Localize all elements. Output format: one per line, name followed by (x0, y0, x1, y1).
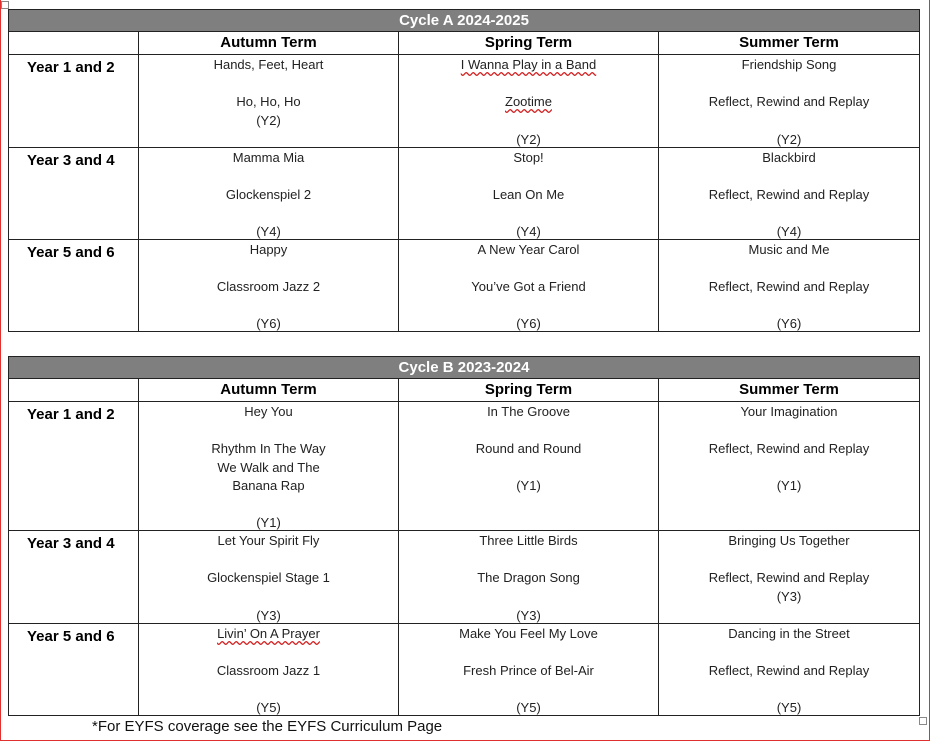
year-tag: (Y2) (516, 132, 541, 147)
header-summer: Summer Term (659, 379, 920, 402)
year-label: Year 3 and 4 (9, 531, 139, 624)
header-spring: Spring Term (399, 379, 659, 402)
unit-title: Let Your Spirit Fly (217, 533, 320, 548)
term-cell[interactable] (139, 531, 399, 624)
year-tag: (Y6) (776, 316, 802, 331)
unit-title: Mamma Mia (232, 150, 305, 165)
year-tag: (Y4) (516, 224, 541, 239)
table-row (9, 148, 920, 240)
unit-title: Ho, Ho, Ho (236, 94, 301, 109)
header-spring: Spring Term (399, 32, 659, 55)
unit-title: Hands, Feet, Heart (213, 57, 324, 72)
unit-title: The Dragon Song (477, 570, 580, 585)
header-blank (9, 379, 139, 402)
year-tag: (Y4) (776, 224, 802, 239)
unit-title: Livin’ On A Prayer (217, 626, 320, 641)
year-label: Year 1 and 2 (9, 402, 139, 531)
table-row (9, 402, 920, 531)
term-cell[interactable] (399, 148, 659, 240)
unit-title: Make You Feel My Love (459, 626, 598, 641)
term-cell[interactable] (659, 148, 920, 240)
unit-title: Your Imagination (740, 404, 838, 419)
unit-title: Stop! (513, 150, 544, 165)
unit-title: Dancing in the Street (728, 626, 850, 641)
term-cell[interactable] (399, 624, 659, 716)
year-label: Year 3 and 4 (9, 148, 139, 240)
table-row (9, 240, 920, 332)
unit-title: Reflect, Rewind and Replay (708, 441, 870, 456)
unit-title: Blackbird (762, 150, 816, 165)
unit-title: Banana Rap (232, 478, 305, 493)
unit-title: Classroom Jazz 1 (216, 663, 321, 678)
year-tag: (Y5) (516, 700, 541, 715)
term-cell[interactable] (139, 55, 399, 148)
header-autumn: Autumn Term (139, 379, 399, 402)
term-cell[interactable] (659, 624, 920, 716)
unit-title: Three Little Birds (479, 533, 578, 548)
unit-title: Reflect, Rewind and Replay (708, 279, 870, 294)
year-tag: (Y2) (776, 132, 802, 147)
corner-handle[interactable] (1, 1, 9, 9)
unit-title: Lean On Me (492, 187, 565, 202)
table-row (9, 624, 920, 716)
year-label: Year 5 and 6 (9, 240, 139, 332)
cycle-a-table (8, 9, 920, 332)
year-tag: (Y3) (776, 588, 802, 604)
year-tag: (Y1) (256, 515, 281, 530)
unit-title: Glockenspiel Stage 1 (207, 570, 330, 585)
term-cell[interactable] (659, 531, 920, 624)
unit-title: Round and Round (475, 441, 582, 456)
year-tag: (Y5) (776, 700, 802, 715)
unit-title: Fresh Prince of Bel-Air (463, 663, 594, 678)
table-row (9, 531, 920, 624)
term-cell[interactable] (399, 55, 659, 148)
term-cell[interactable] (139, 624, 399, 716)
unit-title: You’ve Got a Friend (471, 279, 586, 294)
header-summer: Summer Term (659, 32, 920, 55)
term-cell[interactable] (659, 240, 920, 332)
unit-title: Happy (249, 242, 288, 257)
term-cell[interactable] (399, 531, 659, 624)
unit-title: Hey You (244, 404, 293, 419)
unit-title: We Walk and The (217, 459, 320, 475)
unit-title: Bringing Us Together (728, 533, 850, 548)
unit-title: Rhythm In The Way (211, 441, 326, 456)
term-cell[interactable] (659, 402, 920, 531)
table-resize-handle[interactable] (919, 717, 927, 725)
unit-title: Zootime (505, 94, 552, 109)
year-tag: (Y3) (516, 608, 541, 623)
unit-title: In The Groove (487, 404, 570, 419)
year-tag: (Y4) (256, 224, 281, 239)
cycle-b-title: Cycle B 2023-2024 (9, 357, 920, 379)
unit-title: Classroom Jazz 2 (216, 279, 321, 294)
year-tag: (Y5) (256, 700, 281, 715)
unit-title: I Wanna Play in a Band (460, 57, 597, 72)
year-tag: (Y6) (256, 316, 281, 331)
year-tag: (Y6) (516, 316, 541, 331)
unit-title: Reflect, Rewind and Replay (708, 187, 870, 202)
term-cell[interactable] (139, 148, 399, 240)
term-cell[interactable] (399, 240, 659, 332)
unit-title: A New Year Carol (477, 242, 580, 257)
year-tag: (Y2) (256, 112, 281, 128)
year-tag: (Y1) (516, 478, 541, 493)
unit-title: Reflect, Rewind and Replay (708, 94, 870, 109)
cycle-b-table (8, 356, 920, 716)
unit-title: Friendship Song (741, 57, 837, 72)
year-label: Year 5 and 6 (9, 624, 139, 716)
term-cell[interactable] (139, 402, 399, 531)
footnote: *For EYFS coverage see the EYFS Curriculum Page (92, 718, 443, 735)
unit-title: Glockenspiel 2 (225, 187, 312, 202)
cycle-a-title: Cycle A 2024-2025 (9, 10, 920, 32)
term-cell[interactable] (399, 402, 659, 531)
term-cell[interactable] (139, 240, 399, 332)
year-label: Year 1 and 2 (9, 55, 139, 148)
unit-title: Reflect, Rewind and Replay (708, 663, 870, 678)
year-tag: (Y1) (776, 478, 802, 493)
header-autumn: Autumn Term (139, 32, 399, 55)
unit-title: Reflect, Rewind and Replay (708, 570, 870, 585)
unit-title: Music and Me (748, 242, 830, 257)
header-blank (9, 32, 139, 55)
term-cell[interactable] (659, 55, 920, 148)
year-tag: (Y3) (256, 608, 281, 623)
table-row (9, 55, 920, 148)
